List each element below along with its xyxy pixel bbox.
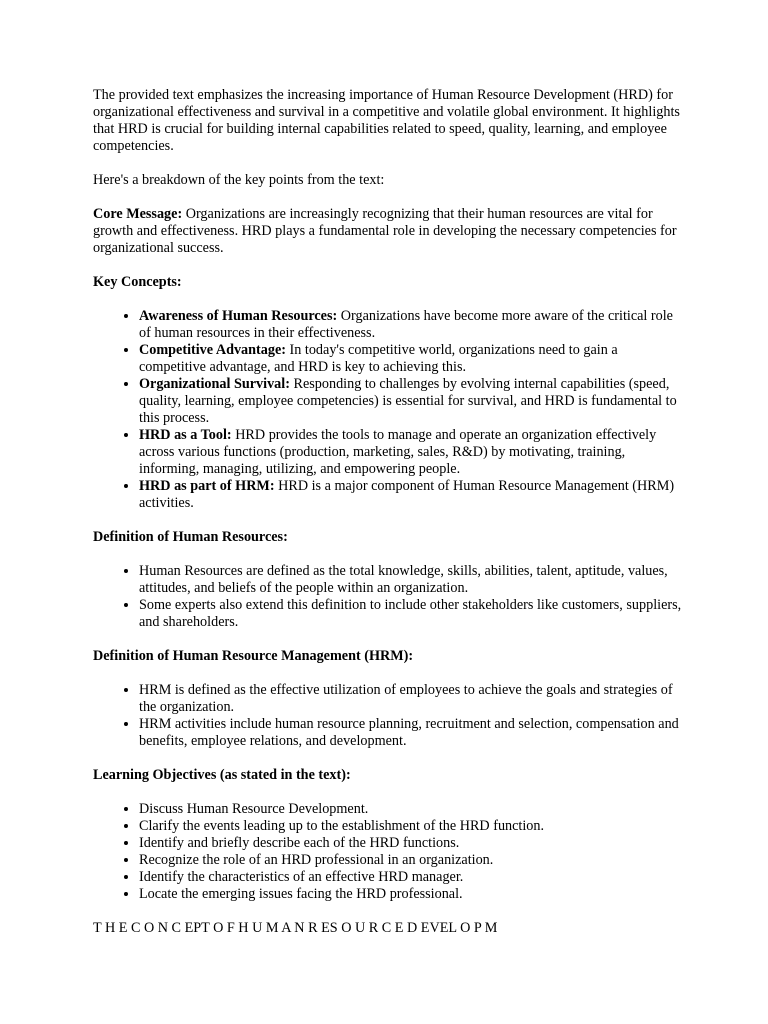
list-item-text: HRD provides the tools to manage and operate an organization effectively across various functions (production, marketing, sales, R&D) by motivating, training, informing, managing, utilizing, and empowering people. xyxy=(139,427,657,477)
intro-paragraph: The provided text emphasizes the increasing importance of Human Resource Development (HRD) for organizational effectiveness and survival in a competitive and volatile global environment. It highlights that HRD is crucial for building internal capabilities related to speed, quality, learning, and employee competencies. xyxy=(93,87,680,154)
key-concepts-heading: Key Concepts: xyxy=(93,274,182,290)
list-item: • HRM activities include human resource planning, recruitment and selection, compensation and benefits, employee relations, and development. xyxy=(139,716,683,750)
list-item-label: Awareness of Human Resources: xyxy=(139,308,338,324)
definition-hrm-heading: Definition of Human Resource Management (HRM): xyxy=(93,648,414,664)
list-item: • Discuss Human Resource Development. xyxy=(139,801,683,818)
learning-objectives-heading: Learning Objectives (as stated in the text): xyxy=(93,767,351,783)
list-item: • HRM is defined as the effective utilization of employees to achieve the goals and strategies of the organization. xyxy=(139,682,683,716)
list-item-label: HRD as part of HRM: xyxy=(139,478,275,494)
section-title: T H E C O N C EPT O F H U M A N R ES O U R C E D EVEL O P M xyxy=(93,920,498,936)
list-item xyxy=(139,308,683,342)
list-item-text: HRD is a major component of Human Resource Management (HRM) activities. xyxy=(139,478,675,511)
document-body xyxy=(93,87,683,954)
definition-hrm-list xyxy=(93,682,683,750)
definition-hr-heading: Definition of Human Resources: xyxy=(93,529,288,545)
list-item: • Locate the emerging issues facing the HRD professional. xyxy=(139,886,683,903)
list-item-text: Responding to challenges by evolving internal capabilities (speed, quality, learning, employee competencies) is essential for survival, and HRD is fundamental to this process. xyxy=(139,376,677,426)
list-item xyxy=(139,427,683,478)
list-item-label: Organizational Survival: xyxy=(139,376,290,392)
list-item: • Recognize the role of an HRD professional in an organization. xyxy=(139,852,683,869)
definition-hr-list xyxy=(93,563,683,631)
list-item: • Human Resources are defined as the total knowledge, skills, abilities, talent, aptitude, values, attitudes, and beliefs of the people within an organization. xyxy=(139,563,683,597)
core-message-text: Organizations are increasingly recognizing that their human resources are vital for growth and effectiveness. HRD plays a fundamental role in developing the necessary competencies for organizational success. xyxy=(93,206,677,256)
learning-objectives-list xyxy=(93,801,683,903)
list-item: • Identify the characteristics of an effective HRD manager. xyxy=(139,869,683,886)
list-item: • Some experts also extend this definition to include other stakeholders like customers, suppliers, and shareholders. xyxy=(139,597,683,631)
core-message-label: Core Message: xyxy=(93,206,183,222)
key-concepts-list xyxy=(93,308,683,512)
list-item xyxy=(139,376,683,427)
core-message-paragraph xyxy=(93,206,683,257)
list-item xyxy=(139,478,683,512)
list-item-label: Competitive Advantage: xyxy=(139,342,286,358)
list-item-label: HRD as a Tool: xyxy=(139,427,232,443)
breakdown-line: Here's a breakdown of the key points from the text: xyxy=(93,172,385,188)
list-item-text: In today's competitive world, organizations need to gain a competitive advantage, and HRD is key to achieving this. xyxy=(139,342,618,375)
list-item-text: Organizations have become more aware of the critical role of human resources in their effectiveness. xyxy=(139,308,673,341)
list-item xyxy=(139,342,683,376)
list-item: • Clarify the events leading up to the establishment of the HRD function. xyxy=(139,818,683,835)
list-item: • Identify and briefly describe each of the HRD functions. xyxy=(139,835,683,852)
